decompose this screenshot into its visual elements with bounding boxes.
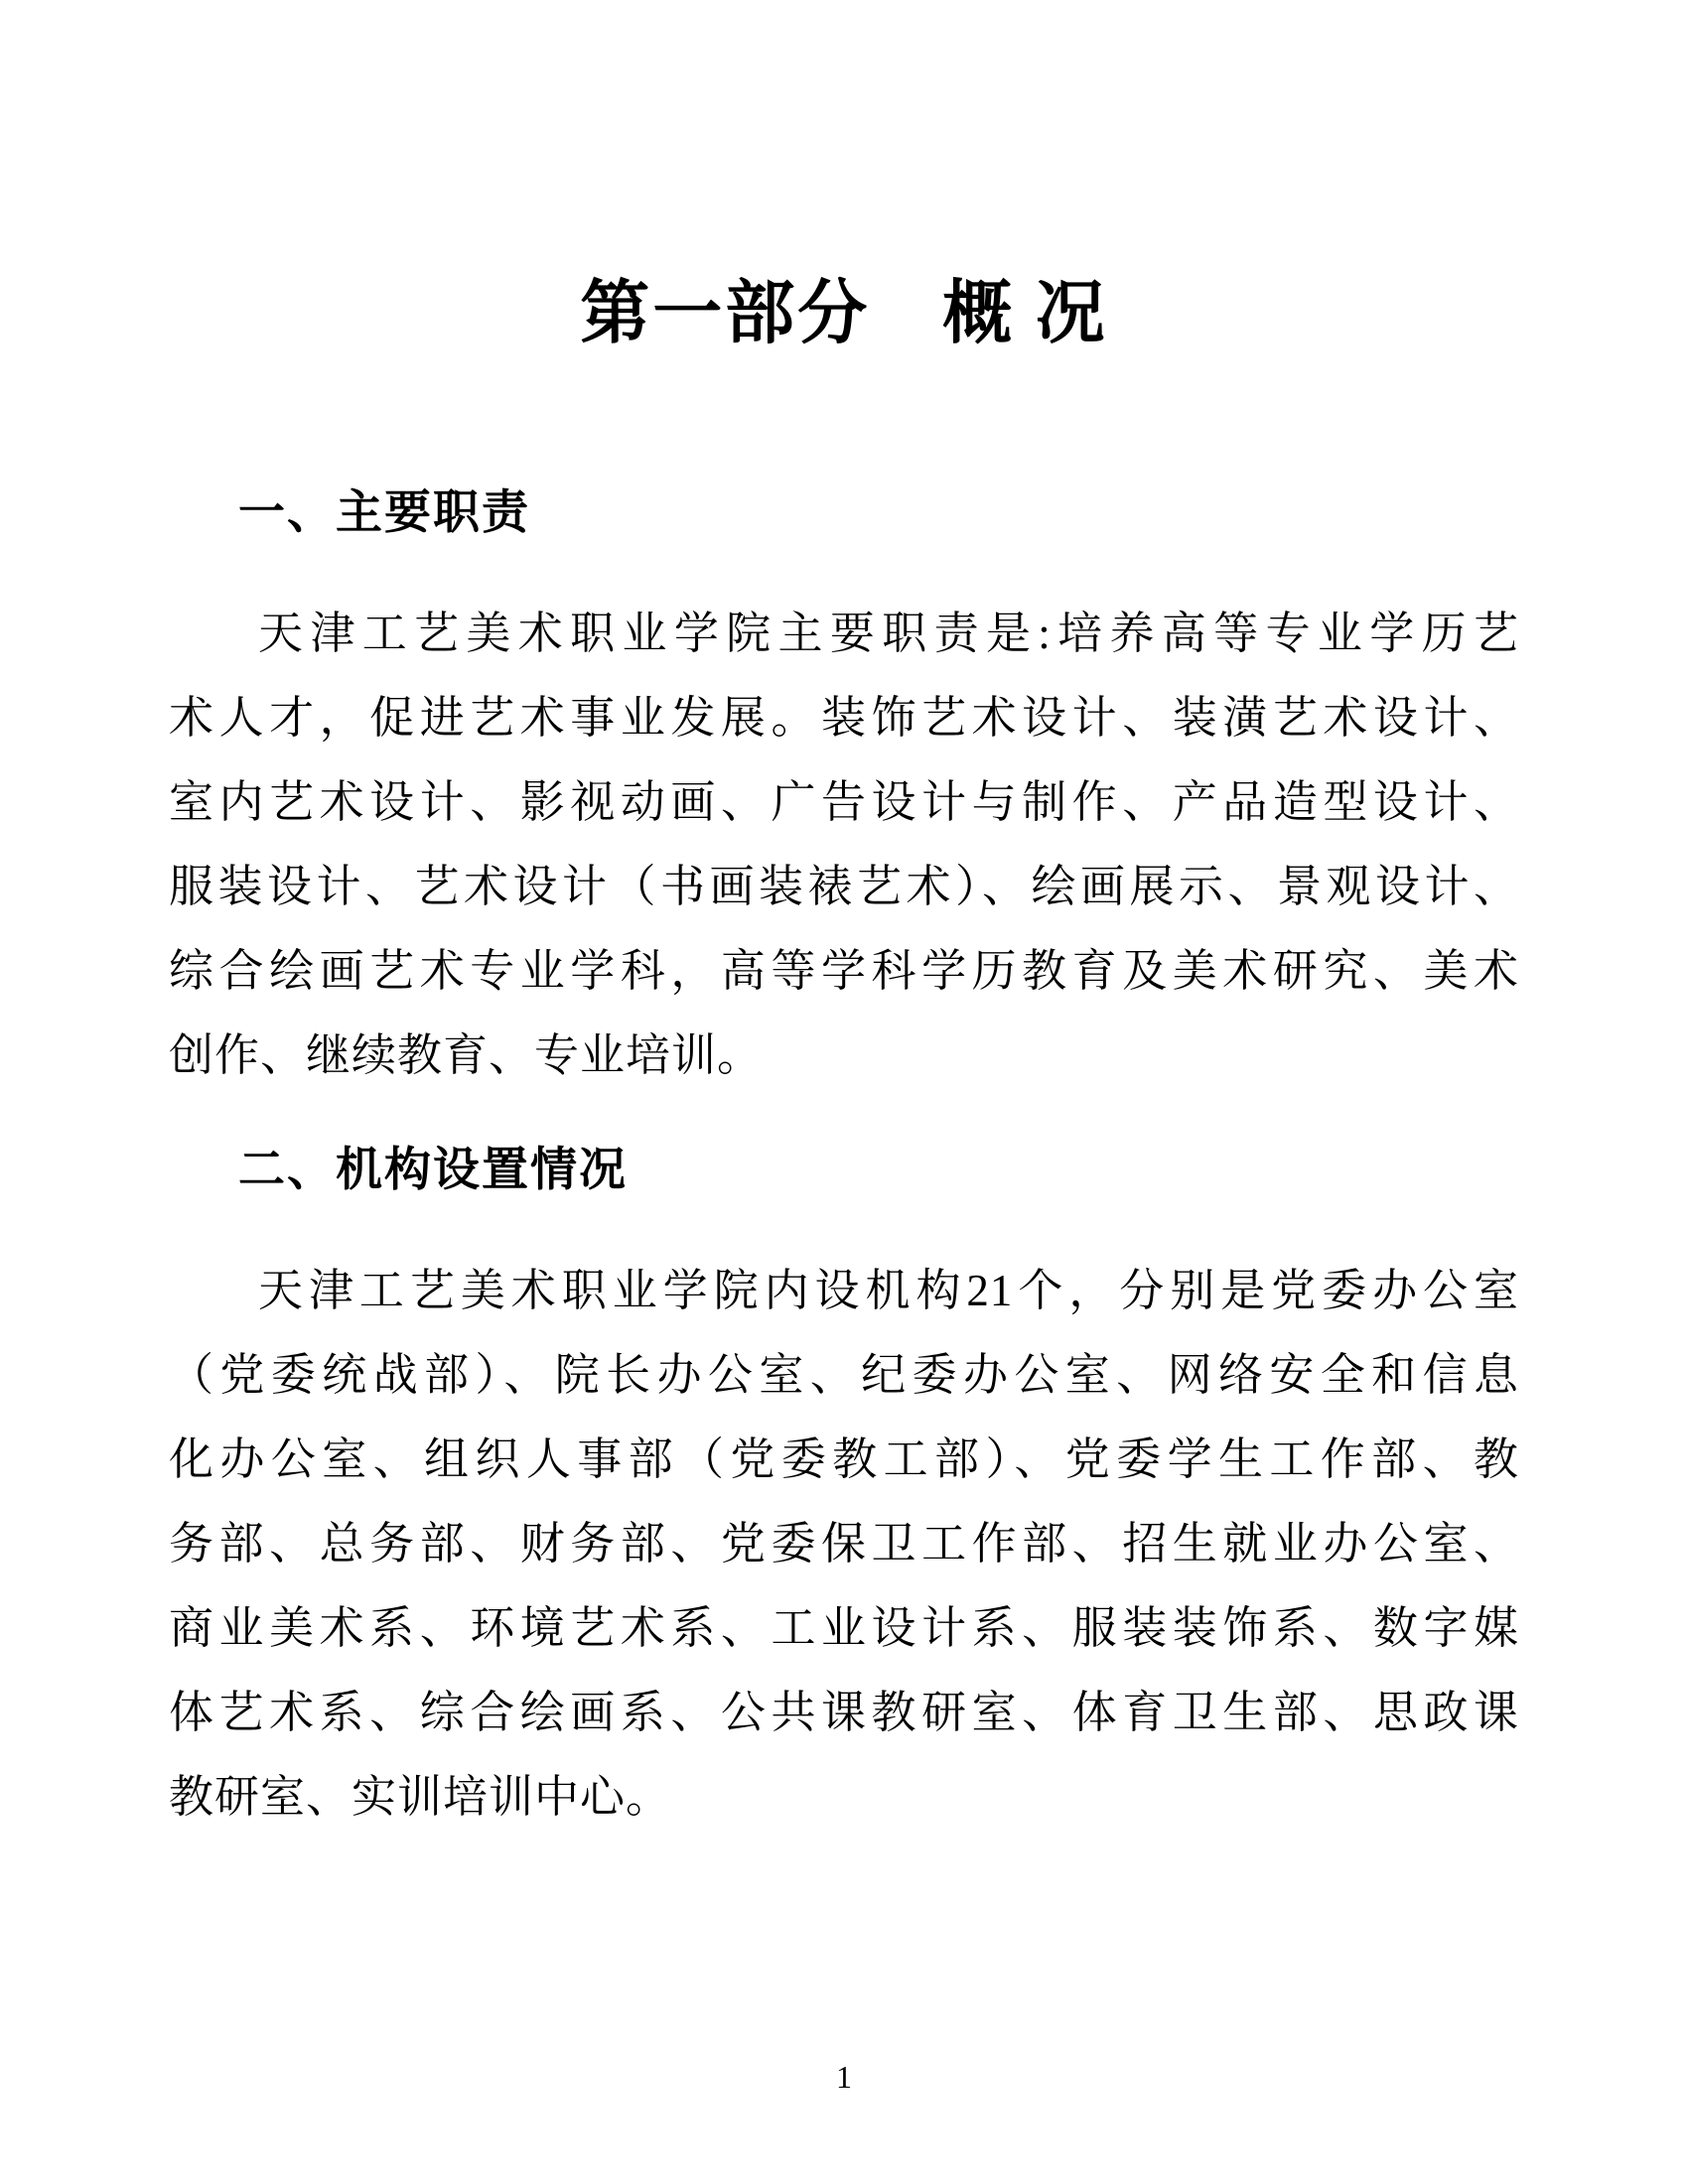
paragraph-line: 天津工艺美术职业学院内设机构21个，分别是党委办公室 [258,1266,1519,1315]
paragraph-line: 创作、继续教育、专业培训。 [169,1030,764,1080]
paragraph-line: 商业美术系、环境艺术系、工业设计系、服装装饰系、数字媒 [169,1603,1519,1653]
document-content [169,486,1519,1840]
section-2-heading: 二、机构设置情况 [238,1143,628,1195]
paragraph-line: 服装设计、艺术设计（书画装裱艺术）、绘画展示、景观设计、 [169,862,1519,911]
paragraph-line: 综合绘画艺术专业学科，高等学科学历教育及美术研究、美术 [169,946,1519,996]
page-number: 1 [836,2059,852,2095]
paragraph-line: 天津工艺美术职业学院主要职责是:培养高等专业学历艺 [258,609,1519,658]
section-1-heading: 一、主要职责 [238,485,530,538]
paragraph-line: 室内艺术设计、影视动画、广告设计与制作、产品造型设计、 [169,777,1519,827]
document-title: 第一部分 概 况 [580,276,1108,352]
paragraph-line: 务部、总务部、财务部、党委保卫工作部、招生就业办公室、 [169,1519,1519,1569]
paragraph-line: （党委统战部）、院长办公室、纪委办公室、网络安全和信息 [169,1350,1519,1400]
paragraph-line: 体艺术系、综合绘画系、公共课教研室、体育卫生部、思政课 [169,1688,1519,1737]
section-2-paragraph [169,1249,1519,1840]
paragraph-line: 教研室、实训培训中心。 [169,1772,672,1822]
section-1-paragraph [169,592,1519,1098]
paragraph-line: 术人才，促进艺术事业发展。装饰艺术设计、装潢艺术设计、 [169,693,1519,743]
paragraph-line: 化办公室、组织人事部（党委教工部）、党委学生工作部、教 [169,1434,1519,1484]
